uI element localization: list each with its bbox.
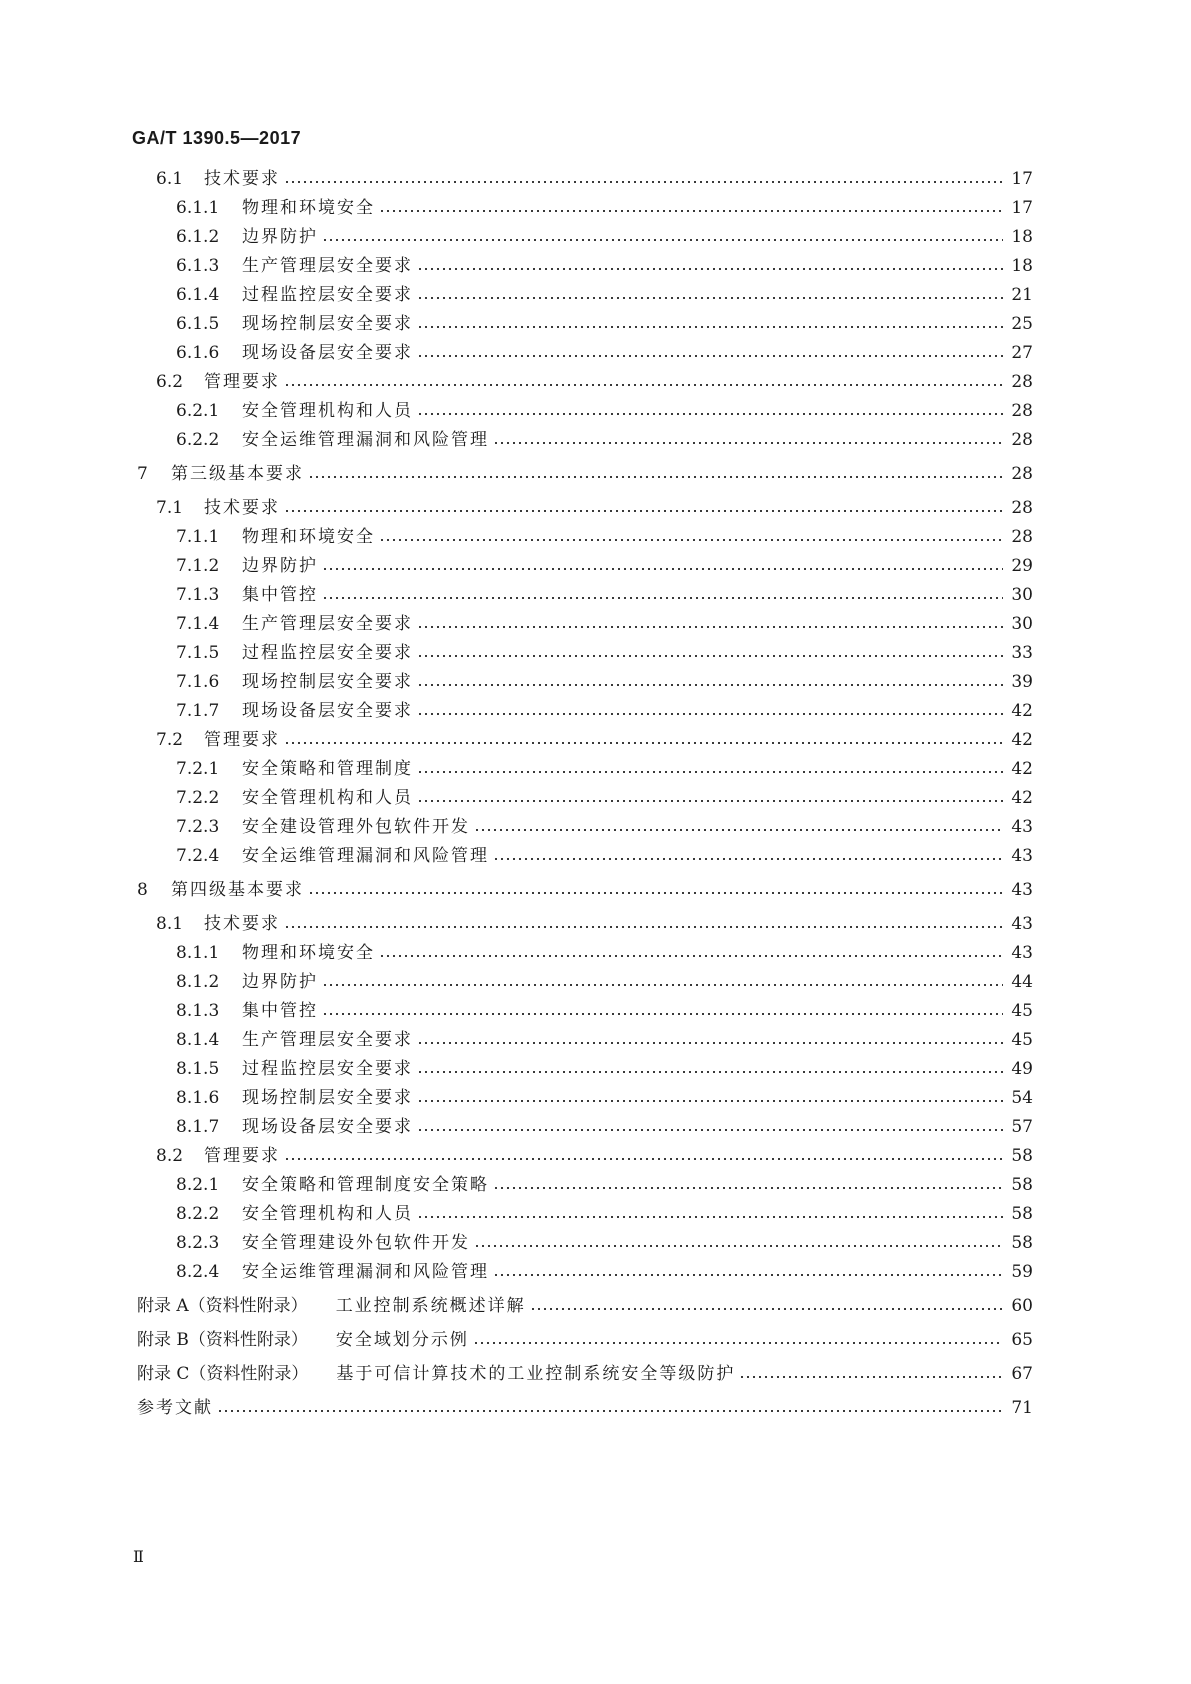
toc-entry-number: 附录 C（资料性附录） (137, 1364, 309, 1384)
toc-entry-title: 管理要求 (204, 730, 280, 750)
document-code: GA/T 1390.5—2017 (132, 128, 302, 148)
toc-entry-page: 71 (1011, 1398, 1033, 1418)
toc-entry-page: 42 (1011, 788, 1033, 808)
toc-entry[interactable] (176, 997, 1033, 1025)
dot-leader (284, 1142, 1003, 1170)
toc-entry[interactable] (176, 968, 1033, 996)
dot-leader (417, 1055, 1003, 1083)
dot-leader (493, 842, 1003, 870)
toc-entry-title: 现场设备层安全要求 (242, 701, 413, 721)
toc-entry-title: 集中管控 (242, 585, 318, 605)
toc-entry-number: 6.1.5 (176, 314, 220, 334)
toc-entry[interactable] (156, 165, 1033, 193)
toc-entry-title: 技术要求 (204, 498, 280, 518)
toc-entry-title: 安全运维管理漏洞和风险管理 (242, 1262, 489, 1282)
toc-entry-number: 8.1.1 (176, 943, 220, 963)
toc-entry-number: 7.1.1 (176, 527, 220, 547)
toc-entry-title: 安全管理机构和人员 (242, 788, 413, 808)
toc-entry-title: 安全建设管理外包软件开发 (242, 817, 470, 837)
page-number: Ⅱ (133, 1547, 144, 1566)
toc-entry-page: 65 (1011, 1330, 1033, 1350)
toc-entry-title: 安全管理建设外包软件开发 (242, 1233, 470, 1253)
toc-entry-page: 28 (1011, 372, 1033, 392)
dot-leader (322, 997, 1003, 1025)
dot-leader (379, 194, 1003, 222)
toc-entry-title: 边界防护 (242, 556, 318, 576)
toc-entry-number: 8 (137, 880, 148, 900)
dot-leader (417, 610, 1003, 638)
toc-entry-number: 附录 A（资料性附录） (137, 1296, 308, 1316)
toc-entry[interactable] (137, 1292, 1033, 1320)
toc-entry-page: 28 (1011, 401, 1033, 421)
dot-leader (417, 1113, 1003, 1141)
toc-entry-title: 现场设备层安全要求 (242, 1117, 413, 1137)
toc-entry[interactable] (176, 639, 1033, 667)
toc-entry-number: 6.2.2 (176, 430, 220, 450)
toc-entry-page: 43 (1011, 914, 1033, 934)
toc-entry-page: 17 (1011, 198, 1033, 218)
toc-entry-page: 43 (1011, 846, 1033, 866)
toc-entry[interactable] (176, 1200, 1033, 1228)
toc-entry-title: 现场设备层安全要求 (242, 343, 413, 363)
toc-entry[interactable] (156, 494, 1033, 522)
dot-leader (493, 1258, 1003, 1286)
toc-entry-page: 45 (1011, 1001, 1033, 1021)
toc-entry-title: 现场控制层安全要求 (242, 672, 413, 692)
toc-entry[interactable] (176, 523, 1033, 551)
toc-entry[interactable] (176, 281, 1033, 309)
toc-entry-page: 60 (1011, 1296, 1033, 1316)
toc-entry[interactable] (176, 1113, 1033, 1141)
toc-entry-number: 8.1.7 (176, 1117, 220, 1137)
toc-entry-title: 第四级基本要求 (171, 880, 304, 900)
toc-entry[interactable] (176, 813, 1033, 841)
dot-leader (379, 939, 1003, 967)
toc-entry-title: 生产管理层安全要求 (242, 256, 413, 276)
toc-entry-title: 基于可信计算技术的工业控制系统安全等级防护 (336, 1364, 736, 1384)
toc-entry[interactable] (156, 726, 1033, 754)
toc-entry-page: 42 (1011, 701, 1033, 721)
toc-entry-title: 生产管理层安全要求 (242, 1030, 413, 1050)
toc-entry-number: 8.2.3 (176, 1233, 220, 1253)
toc-entry[interactable] (176, 1171, 1033, 1199)
toc-entry-page: 28 (1011, 430, 1033, 450)
toc-entry-number: 7.1.6 (176, 672, 220, 692)
toc-entry-title: 边界防护 (242, 227, 318, 247)
toc-entry-number: 7.2.3 (176, 817, 220, 837)
dot-leader (417, 1026, 1003, 1054)
toc-entry[interactable] (176, 1258, 1033, 1286)
toc-entry-number: 8.1.3 (176, 1001, 220, 1021)
dot-leader (379, 523, 1003, 551)
toc-entry[interactable] (176, 552, 1033, 580)
toc-entry-page: 43 (1011, 943, 1033, 963)
toc-entry-page: 30 (1011, 585, 1033, 605)
toc-entry-page: 18 (1011, 227, 1033, 247)
toc-entry[interactable] (176, 252, 1033, 280)
toc-entry-title: 过程监控层安全要求 (242, 285, 413, 305)
toc-entry[interactable] (156, 910, 1033, 938)
toc-entry-number: 7.1.7 (176, 701, 220, 721)
toc-entry-number: 8.1.4 (176, 1030, 220, 1050)
toc-entry[interactable] (176, 1055, 1033, 1083)
toc-entry-page: 25 (1011, 314, 1033, 334)
toc-entry-page: 17 (1011, 169, 1033, 189)
toc-entry-page: 28 (1011, 527, 1033, 547)
toc-entry-page: 39 (1011, 672, 1033, 692)
dot-leader (284, 368, 1003, 396)
toc-entry-title: 物理和环境安全 (242, 527, 375, 547)
dot-leader (493, 426, 1003, 454)
toc-entry-page: 54 (1011, 1088, 1033, 1108)
toc-entry-number: 8.2.2 (176, 1204, 220, 1224)
toc-entry-number: 6.1.6 (176, 343, 220, 363)
toc-entry-title: 过程监控层安全要求 (242, 1059, 413, 1079)
toc-entry[interactable] (137, 1394, 1033, 1422)
dot-leader (322, 552, 1003, 580)
dot-leader (308, 460, 1003, 488)
toc-entry-title: 集中管控 (242, 1001, 318, 1021)
toc-entry-page: 30 (1011, 614, 1033, 634)
toc-entry[interactable] (137, 1326, 1033, 1354)
toc-entry[interactable] (176, 194, 1033, 222)
toc-entry-page: 21 (1011, 285, 1033, 305)
toc-entry-page: 29 (1011, 556, 1033, 576)
toc-entry-number: 7.1.5 (176, 643, 220, 663)
toc-entry[interactable] (176, 755, 1033, 783)
toc-entry-page: 44 (1011, 972, 1033, 992)
toc-entry-number: 6.2 (156, 372, 184, 392)
toc-entry-title: 参考文献 (137, 1398, 213, 1418)
toc-entry-number: 6.1.3 (176, 256, 220, 276)
dot-leader (417, 668, 1003, 696)
toc-entry[interactable] (176, 842, 1033, 870)
toc-entry-title: 技术要求 (204, 914, 280, 934)
toc-entry[interactable] (176, 668, 1033, 696)
toc-entry-page: 45 (1011, 1030, 1033, 1050)
dot-leader (474, 1229, 1003, 1257)
toc-entry-page: 58 (1011, 1146, 1033, 1166)
toc-entry-page: 58 (1011, 1175, 1033, 1195)
toc-entry[interactable] (156, 1142, 1033, 1170)
toc-entry-title: 边界防护 (242, 972, 318, 992)
toc-entry-number: 8.1.2 (176, 972, 220, 992)
toc-entry-title: 安全运维管理漏洞和风险管理 (242, 846, 489, 866)
toc-entry-title: 物理和环境安全 (242, 943, 375, 963)
toc-entry-number: 7.1.2 (176, 556, 220, 576)
toc-entry-number: 附录 B（资料性附录） (137, 1330, 308, 1350)
toc-entry-number: 6.1.4 (176, 285, 220, 305)
dot-leader (417, 310, 1003, 338)
toc-entry-number: 8.1.6 (176, 1088, 220, 1108)
dot-leader (284, 165, 1003, 193)
dot-leader (284, 910, 1003, 938)
dot-leader (417, 755, 1003, 783)
toc-entry-page: 18 (1011, 256, 1033, 276)
dot-leader (217, 1394, 1003, 1422)
toc-entry[interactable] (176, 426, 1033, 454)
dot-leader (417, 339, 1003, 367)
toc-entry-number: 7.1 (156, 498, 184, 518)
toc-entry-number: 8.2.1 (176, 1175, 220, 1195)
toc-entry-number: 6.1.2 (176, 227, 220, 247)
dot-leader (322, 581, 1003, 609)
toc-entry-title: 管理要求 (204, 1146, 280, 1166)
toc-entry-title: 现场控制层安全要求 (242, 314, 413, 334)
toc-entry-number: 7.2.4 (176, 846, 220, 866)
toc-entry-page: 28 (1011, 464, 1033, 484)
dot-leader (284, 494, 1003, 522)
toc-entry[interactable] (176, 397, 1033, 425)
toc-entry[interactable] (137, 876, 1033, 904)
dot-leader (474, 813, 1003, 841)
toc-entry[interactable] (176, 1229, 1033, 1257)
toc-entry-title: 安全运维管理漏洞和风险管理 (242, 430, 489, 450)
toc-entry-title: 工业控制系统概述详解 (335, 1296, 526, 1316)
toc-entry[interactable] (176, 339, 1033, 367)
toc-entry-title: 生产管理层安全要求 (242, 614, 413, 634)
toc-entry-title: 安全策略和管理制度安全策略 (242, 1175, 489, 1195)
toc-entry-page: 57 (1011, 1117, 1033, 1137)
toc-entry-page: 28 (1011, 498, 1033, 518)
dot-leader (739, 1360, 1003, 1388)
toc-entry-title: 第三级基本要求 (171, 464, 304, 484)
toc-entry-title: 安全管理机构和人员 (242, 1204, 413, 1224)
toc-entry-page: 58 (1011, 1204, 1033, 1224)
toc-entry[interactable] (176, 939, 1033, 967)
dot-leader (417, 784, 1003, 812)
toc-entry-number: 8.2 (156, 1146, 184, 1166)
dot-leader (322, 968, 1003, 996)
dot-leader (417, 1084, 1003, 1112)
toc-entry[interactable] (176, 223, 1033, 251)
toc-entry-number: 8.1.5 (176, 1059, 220, 1079)
toc-entry[interactable] (176, 1084, 1033, 1112)
toc-entry-title: 技术要求 (204, 169, 280, 189)
toc-entry[interactable] (137, 1360, 1033, 1388)
toc-entry-number: 6.2.1 (176, 401, 220, 421)
toc-entry-title: 管理要求 (204, 372, 280, 392)
toc-entry-title: 安全管理机构和人员 (242, 401, 413, 421)
toc-entry-page: 33 (1011, 643, 1033, 663)
dot-leader (417, 639, 1003, 667)
toc-entry-page: 67 (1011, 1364, 1033, 1384)
toc-entry-title: 安全策略和管理制度 (242, 759, 413, 779)
toc-entry[interactable] (137, 460, 1033, 488)
toc-entry-title: 物理和环境安全 (242, 198, 375, 218)
toc-entry-page: 43 (1011, 817, 1033, 837)
dot-leader (284, 726, 1003, 754)
toc-entry-number: 7.2.2 (176, 788, 220, 808)
dot-leader (308, 876, 1003, 904)
toc-entry-page: 59 (1011, 1262, 1033, 1282)
dot-leader (417, 1200, 1003, 1228)
dot-leader (493, 1171, 1003, 1199)
toc-entry-number: 7 (137, 464, 148, 484)
toc-entry-number: 7.1.3 (176, 585, 220, 605)
toc-entry[interactable] (156, 368, 1033, 396)
toc-entry-number: 7.1.4 (176, 614, 220, 634)
toc-entry-page: 27 (1011, 343, 1033, 363)
toc-entry-title: 过程监控层安全要求 (242, 643, 413, 663)
toc-entry-page: 42 (1011, 730, 1033, 750)
dot-leader (530, 1292, 1003, 1320)
toc-entry-number: 8.1 (156, 914, 184, 934)
toc-entry[interactable] (176, 310, 1033, 338)
toc-entry[interactable] (176, 610, 1033, 638)
dot-leader (417, 397, 1003, 425)
dot-leader (473, 1326, 1003, 1354)
toc-entry-number: 6.1 (156, 169, 184, 189)
toc-entry-page: 49 (1011, 1059, 1033, 1079)
toc-entry-number: 6.1.1 (176, 198, 220, 218)
dot-leader (417, 281, 1003, 309)
toc-entry-number: 7.2.1 (176, 759, 220, 779)
toc-entry-page: 43 (1011, 880, 1033, 900)
toc-entry[interactable] (176, 784, 1033, 812)
toc-entry-page: 58 (1011, 1233, 1033, 1253)
toc-entry[interactable] (176, 697, 1033, 725)
toc-entry[interactable] (176, 581, 1033, 609)
toc-entry-page: 42 (1011, 759, 1033, 779)
toc-entry-title: 安全域划分示例 (335, 1330, 469, 1350)
dot-leader (417, 252, 1003, 280)
dot-leader (322, 223, 1003, 251)
toc-entry-title: 现场控制层安全要求 (242, 1088, 413, 1108)
toc-entry-number: 7.2 (156, 730, 184, 750)
dot-leader (417, 697, 1003, 725)
toc-entry[interactable] (176, 1026, 1033, 1054)
toc-entry-number: 8.2.4 (176, 1262, 220, 1282)
